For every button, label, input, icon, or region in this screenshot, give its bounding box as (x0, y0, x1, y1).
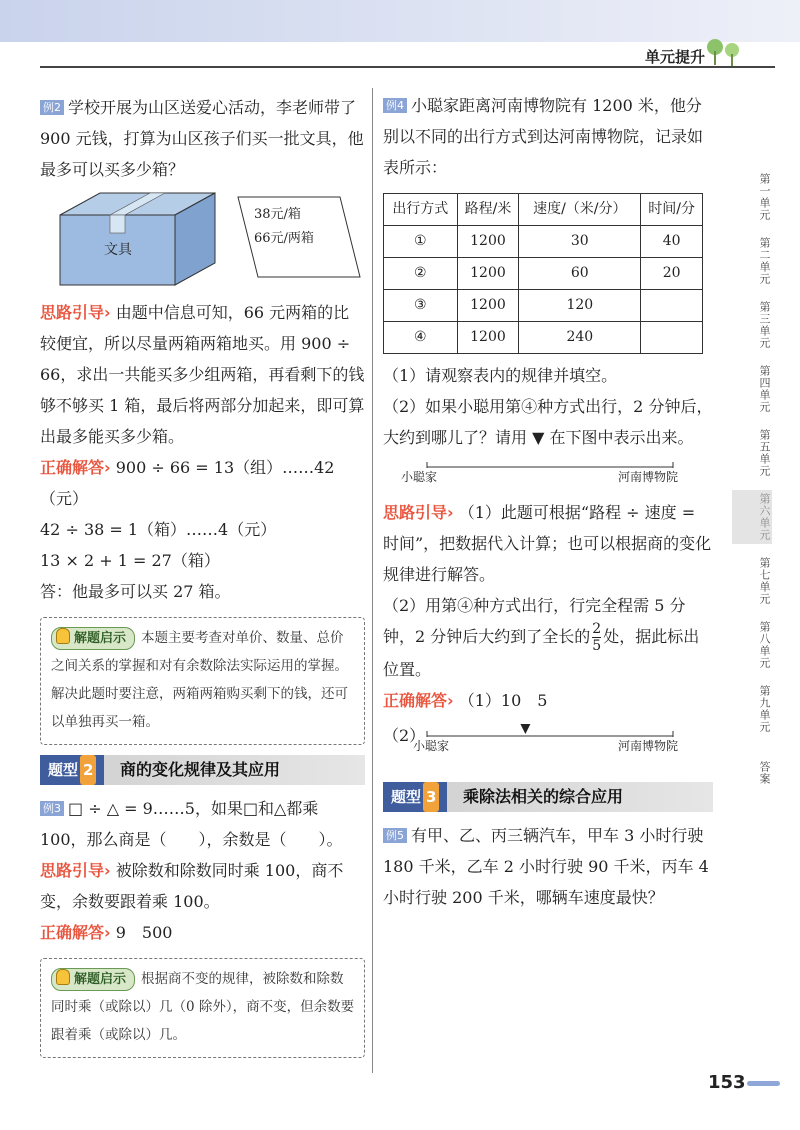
table-cell: ① (384, 226, 458, 258)
table-header-row (384, 194, 703, 226)
example-tag: 例4 (383, 98, 407, 113)
sidebar-unit-tab[interactable]: 第四单元 (758, 365, 771, 413)
distance-line-diagram (383, 453, 713, 497)
unit-label: 单元提升 (644, 48, 705, 66)
sidebar-unit-tab[interactable]: 第五单元 (758, 429, 771, 477)
table-cell (641, 322, 703, 354)
example-5-question: 例5 有甲、乙、丙三辆汽车，甲车 3 小时行驶 180 千米，乙车 2 小时行驶 90 千米，丙车 4 小时行驶 200 千米，哪辆车速度最快？ (383, 826, 709, 907)
example-4-hint: 思路引导› （1）此题可根据“路程 ÷ 速度 = 时间”，把数据代入计算；也可以根据商的变化规律进行解答。 (383, 503, 712, 584)
example-tag: 例2 (40, 100, 64, 115)
answer-line-diagram: （2） 小聪家 河南博物院 (383, 726, 679, 753)
example-3-hint: 思路引导› 被除数和除数同时乘 100，商不变，余数要跟着乘 100。 (40, 861, 344, 911)
answer-line: 13 × 2 + 1 = 27（箱） (40, 551, 220, 570)
section-title: 乘除法相关的综合应用 (463, 787, 624, 806)
table-cell: 1200 (457, 258, 519, 290)
table-cell: 30 (519, 226, 641, 258)
example-4-answer: 正确解答› （1）10 5 (383, 691, 548, 710)
table-header-cell: 出行方式 (384, 194, 458, 226)
example-2-answer: 正确解答› 900 ÷ 66 = 13（组）……42（元） (40, 458, 335, 508)
answer-line: 42 ÷ 38 = 1（箱）……4（元） (40, 520, 277, 539)
left-column (40, 92, 365, 1064)
example-2-figure (40, 185, 365, 297)
example-2-question: 例2 学校开展为山区送爱心活动，李老师带了 900 元钱，打算为山区孩子们买一批文具，他最多可以买多少箱？ (40, 98, 364, 179)
page-number: 153 (708, 1072, 746, 1093)
answer-end-label: 河南博物院 (618, 739, 679, 753)
example-4-question: 例4 小聪家距离河南博物院有 1200 米，他分别以不同的出行方式到达河南博物院，记录如表所示： (383, 96, 704, 177)
hint-label: 思路引导 (40, 303, 105, 322)
line-end-label: 河南博物院 (618, 470, 679, 484)
box-label: 文具 (104, 242, 132, 258)
fraction: $\frac{2}{5}$ (592, 621, 602, 654)
header-rule (40, 66, 775, 68)
sidebar-unit-tab[interactable]: 第九单元 (758, 685, 771, 733)
table-cell: ④ (384, 322, 458, 354)
answer-line: 答：他最多可以买 27 箱。 (40, 582, 231, 601)
example-3-tip-box: 解题启示 根据商不变的规律，被除数和除数同时乘（或除以）几（0 除外），商不变，但余数要跟着乘（或除以）几。 (40, 958, 365, 1058)
table-row (384, 290, 703, 322)
table-cell: 1200 (457, 290, 519, 322)
example-2-tip-box: 解题启示 本题主要考查对单价、数量、总价之间关系的掌握和对有余数除法实际运用的掌握。解决此题时要注意，两箱两箱购买剩下的钱，还可以单独再买一箱。 (40, 617, 365, 745)
example-4-q2: （2）如果小聪用第④种方式出行，2 分钟后，大约到哪儿了？请用 ▼ 在下图中表示出来。 (383, 397, 713, 447)
tip-tag: 解题启示 (51, 968, 135, 991)
unit-sidebar (732, 170, 772, 810)
sidebar-unit-tab[interactable]: 第六单元 (732, 490, 772, 544)
box-illustration (40, 185, 365, 297)
tip-tag: 解题启示 (51, 627, 135, 650)
price-sign: 38元/箱 66元/两箱 (254, 207, 314, 246)
example-tag: 例3 (40, 801, 64, 816)
table-cell: 20 (641, 258, 703, 290)
table-cell: 120 (519, 290, 641, 322)
section-title: 商的变化规律及其应用 (120, 760, 281, 779)
trees-icon (706, 36, 742, 68)
answer-start-label: 小聪家 (413, 739, 450, 753)
table-row (384, 322, 703, 354)
table-cell: 1200 (457, 226, 519, 258)
type-badge: 题型 2 (40, 755, 104, 785)
table-header-cell: 时间/分 (641, 194, 703, 226)
sidebar-unit-tab[interactable]: 第二单元 (758, 237, 771, 285)
example-3-answer: 正确解答› 9 500 (40, 923, 173, 942)
example-tag: 例5 (383, 828, 407, 843)
table-cell: ③ (384, 290, 458, 322)
table-row (384, 258, 703, 290)
sidebar-unit-tab[interactable]: 第八单元 (758, 621, 771, 669)
table-cell: 40 (641, 226, 703, 258)
example-4-q1: （1）请观察表内的规律并填空。 (383, 366, 618, 385)
position-marker-icon (520, 724, 530, 734)
table-body (384, 226, 703, 354)
sidebar-unit-tab[interactable]: 第三单元 (758, 301, 771, 349)
sidebar-unit-tab[interactable]: 答案 (758, 761, 771, 785)
table-cell (641, 290, 703, 322)
example-4-hint-2: （2）用第④种方式出行，行完全程需 5 分钟，2 分钟后大约到了全长的 $\frac{2}{5}$ 处，据此标出位置。 (383, 596, 700, 679)
sidebar-unit-tab[interactable]: 第七单元 (758, 557, 771, 605)
column-divider (372, 88, 373, 1073)
table-row (384, 226, 703, 258)
table-cell: 60 (519, 258, 641, 290)
right-column (383, 90, 713, 913)
table-cell: ② (384, 258, 458, 290)
sidebar-unit-tab[interactable]: 第一单元 (758, 173, 771, 221)
line-start-label: 小聪家 (401, 470, 438, 484)
top-banner (0, 0, 800, 42)
table-cell: 1200 (457, 322, 519, 354)
section-header-type-2 (40, 755, 365, 785)
answer-label: 正确解答 (40, 458, 105, 477)
table-header-cell: 路程/米 (457, 194, 519, 226)
example-2-hint: 思路引导› 由题中信息可知，66 元两箱的比较便宜，所以尽量两箱两箱地买。用 900 ÷ 66，求出一共能买多少组两箱，再看剩下的钱够不够买 1 箱，最后将两部分加起来，即可算出最多能买多少箱。 (40, 303, 365, 446)
section-header-type-3 (383, 782, 713, 812)
travel-table (383, 193, 703, 354)
lightbulb-icon (56, 628, 70, 644)
page-bar (747, 1081, 780, 1086)
lightbulb-icon (56, 969, 70, 985)
table-cell: 240 (519, 322, 641, 354)
table-header-cell: 速度/（米/分） (519, 194, 641, 226)
type-badge: 题型 3 (383, 782, 447, 812)
example-3-question: 例3 □ ÷ △ = 9……5，如果□和△都乘 100，那么商是（ ），余数是（ ）。 (40, 799, 343, 849)
